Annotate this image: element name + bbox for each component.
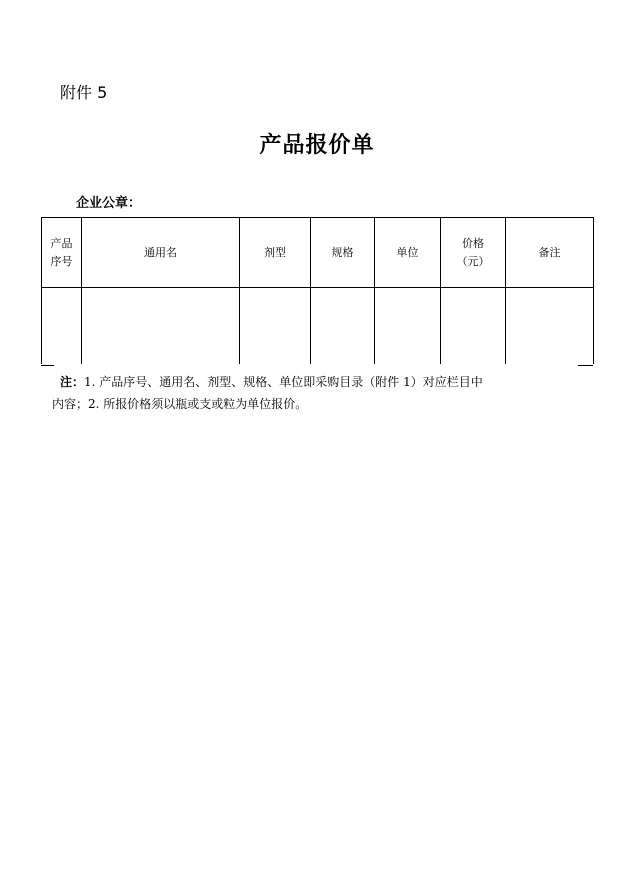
header-dosage-form-label: 剂型 (264, 245, 286, 259)
header-remarks-label: 备注 (538, 245, 561, 259)
header-unit-label: 单位 (396, 245, 419, 259)
header-generic-name (82, 218, 240, 288)
table-bottom-border-left (41, 365, 54, 366)
header-product-number-line2: 序号 (50, 254, 73, 268)
header-dosage-form (240, 218, 311, 288)
note-prefix: 注： (60, 375, 85, 389)
header-specification (311, 218, 375, 288)
header-specification-label: 规格 (331, 245, 354, 259)
cell-generic-name[interactable] (82, 288, 240, 365)
cell-unit[interactable] (375, 288, 441, 365)
cell-dosage-form[interactable] (240, 288, 311, 365)
note-line2: 内容；2. 所报价格须以瓶或支或粒为单位报价。 (52, 397, 308, 411)
header-generic-name-label: 通用名 (144, 245, 177, 259)
cell-price[interactable] (441, 288, 506, 365)
header-price-line1: 价格 (462, 236, 484, 250)
table-note (52, 371, 580, 415)
company-seal-label: 企业公章： (76, 196, 142, 211)
header-price (441, 218, 506, 288)
header-unit (375, 218, 441, 288)
note-line1: 1. 产品序号、通用名、剂型、规格、单位即采购目录（附件 1）对应栏目中 (84, 375, 483, 389)
cell-specification[interactable] (311, 288, 375, 365)
table-bottom-border-right (578, 365, 593, 366)
page-title: 产品报价单 (259, 132, 375, 158)
header-price-line2: （元） (456, 254, 490, 268)
table-header-row (42, 218, 594, 288)
table-row (42, 288, 594, 365)
header-remarks (506, 218, 594, 288)
cell-remarks[interactable] (506, 288, 594, 365)
header-product-number-line1: 产品 (50, 236, 73, 250)
cell-product-number[interactable] (42, 288, 82, 365)
attachment-label: 附件 5 (60, 83, 108, 102)
quote-table (41, 217, 594, 364)
header-product-number (42, 218, 82, 288)
